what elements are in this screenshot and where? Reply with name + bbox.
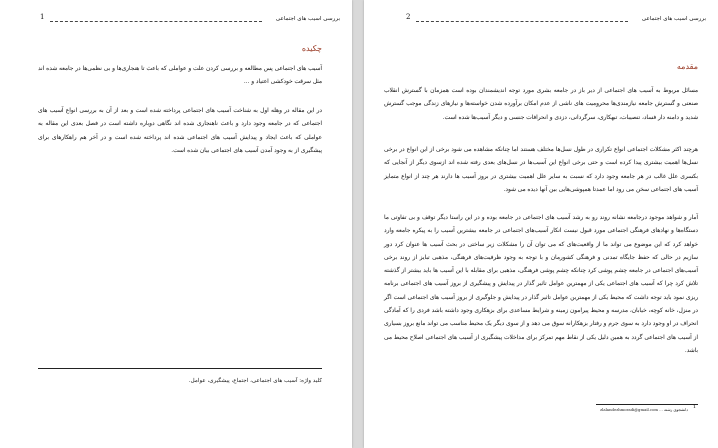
- document-page-abstract: [0, 0, 352, 448]
- document-page-introduction: [364, 0, 718, 448]
- page-number: 2: [406, 13, 411, 21]
- introduction-heading: مقدمه: [676, 62, 698, 71]
- page-header-title: بررسی آسیب های اجتماعی: [641, 16, 706, 22]
- abstract-heading: چکیده: [301, 44, 322, 53]
- intro-paragraph-3: آمار و شواهد موجود درجامعه نشانه روند رو به رشد آسیب های اجتماعی در جامعه بوده و در این راستا دیگر توقف و بی تفاوتی ما دستگاه‌ها و نهادهای فرهنگی اجتماعی مورد قبول نیست انکار آسیب‌های اجتماعی در جامعه بیشترین آسیب را به پیکره جامعه وارد خواهد کرد که این موضوع می تواند ما از واقعیت‌های که می توان آن را مشکلات زیر ساختی در بحث آسیب ها عنوان کرد دور سازیم در حالی که حفظ جایگاه تمدنی و فرهنگی کشورمان و با توجه به وجود ظرفیت‌های فرهنگی، مذهبی تبایز از روند برخی آسیب‌های اجتماعی در جامعه چشم پوشی کرد چنانکه چشم پوشی فرهنگی، مذهبی برای مقابله با این آسیب ها باید بیشتر از گذشته تلاش کرد چرا که آسیب های اجتماعی یکی از مهمترین عوامل تاثیر گذار در پیدایش و پیشگیری از بروز آسیب های اجتماعی برنامه ریزی نمود باید توجه داشت که محیط یکی از مهمترین عوامل تاثیر گذار در پیدایش و جلوگیری از بروز آسیب های اجتماعی است اگر در منزل، خانه کوچه، خیابان، مدرسه و محیط پیرامون زمینه و شرایط مساعدی برای بزهکاری وجود داشته باشد فردی را که آمادگی انحراف در او وجود دارد به سوی جرم و رفتار بزهکارانه سوق می دهد و از سوی دیگر یک محیط مناسب می تواند مانع بروز بسیاری از آسیب های اجتماعی گردد به همین دلیل یکی از نقاط مهم تمرکز برای مداخلات پیشگیری از آسیب های اجتماعی اصلاح محیط می باشد.: [384, 215, 698, 354]
- intro-paragraph-2: هرچند اکثر مشکلات اجتماعی انواع تکراری در طول نسل‌ها مختلف هستند اما چنانکه مشاهده می شود برخی از این انواع در برخی نسل‌ها اهمیت بیشتری پیدا کرده است و حتی برخی انواع این آسیب‌ها در نسل‌های بعدی رفته شده اند ازسوی دیگر از آنجایی که بکسری علل غالب در هر جامعه وجود دارد که نسبت به سایر علل اهمیت بیشتری در بروز آسیب ها دارند هر چند از انواع متمایز آسیب های اجتماعی سخن می رود اما عمدتا همپوشی‌هایی بین آنها دیده می شود.: [384, 147, 698, 193]
- page-header-title: بررسی آسیب های اجتماعی: [275, 16, 340, 22]
- keywords-line: کلید واژه: آسیب های اجتماعی، اجتماع، پیشگیری، عوامل.: [188, 378, 322, 384]
- footnote-divider: [596, 404, 698, 405]
- intro-paragraph-1: مسائل مربوط به آسیب های اجتماعی از دیر باز در جامعه بشری مورد توجه اندیشمندان بوده است همزمان با گسترش انقلاب صنعتی و گسترش جامعه نیازمندی‌ها محرومیت های ناشی از عدم امکان برآورده شدن خواسته‌ها و نیازهای زندگی موجب گسترش شدید و دامنه دار فساد، تنصیبات، تبهکاری، سرگردانی، دزدی و انحرافات جنسی و دیگر آسیب‌ها شده است.: [384, 88, 698, 121]
- header-dashed-line: [50, 21, 262, 22]
- footnote-text: دانشجوی رشته ... zlalandezhmoradi@gmail.com: [600, 407, 688, 412]
- abstract-paragraph-1: آسیب های اجتماعی پس مطالعه و بررسی کردن علت و عواملی که باعث تا هنجاری‌ها و بی نظمی‌ها در جامعه شده اند مثل سرقت خودکشی اعتیاد و ...: [38, 66, 322, 86]
- keywords-divider: [38, 368, 322, 369]
- page-number: 1: [40, 13, 45, 21]
- footnote-marker: 1: [692, 404, 696, 410]
- header-dashed-line: [416, 21, 628, 22]
- abstract-paragraph-2: در این مقاله در وهله اول به شناخت آسیب های اجتماعی پرداخته شده است و بعد از آن به بررسی انواع آسیب های اجتماعی که در جامعه وجود دارد و باعث ناهنجاری شده اند نگاهی دوباره داشته است در فصل بعدی این مقاله به عواملی که باعث ایجاد و پیدایش آسیب های اجتماعی شده اند پرداخته شده است و در آخر هم راهکارهای برای پیشگیری از به وجود آمدن آسیب های اجتماعی بیان شده است.: [38, 108, 322, 154]
